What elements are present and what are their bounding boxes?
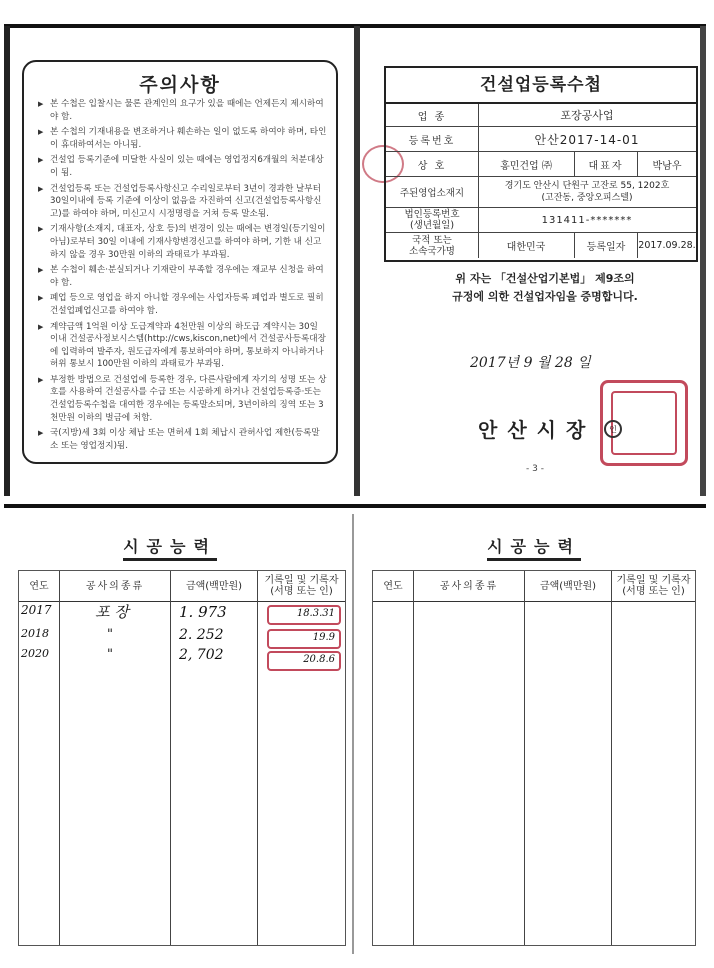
row-amount: 2. 252 (179, 627, 224, 643)
cert-label (386, 208, 479, 232)
cert-value: 포장공사업 (560, 109, 614, 122)
statement-line: 규정에 의한 건설업자임을 증명합니다. (452, 290, 638, 303)
notice-item: ▶ 계약금액 1억원 이상 도급계약과 4천만원 이상의 하도급 계약시는 30일 이내 건설공사정보시스템(http://cws,kiscon,net)에서 건설공사등록대장에 입력하여 발주자, 원도급자에게 통보하여야 하며, 통보하지 아니하거나 허위 통보시 100만원 이하의 과태료가 부과됨. (38, 321, 328, 371)
row-amount: 2, 702 (179, 647, 224, 663)
statement-line: 위 자는 「건설산업기본법」 제9조의 (455, 272, 635, 285)
header-year: 연도 (29, 580, 49, 592)
header-amount: 금액(백만원) (185, 580, 243, 592)
header-record (258, 571, 345, 601)
cert-label: 대표자 (575, 152, 638, 176)
column-divider (524, 571, 525, 945)
cert-label-line: 법인등록번호 (404, 209, 460, 220)
page-fold (352, 514, 354, 954)
header-record-line: 기록일 및 기록자 (264, 575, 339, 586)
notice-item: ▶ 부정한 방법으로 건설업에 등록한 경우, 다른사람에게 자기의 성명 또는 상호를 사용하여 건설공사를 수급 또는 시공하게 하거나 건설업등록증·또는 건설업등록수첩을 대여한 경우에는 등록말소되며, 3년이하의 징역 또는 3천만원 이하의 벌금에 처함. (38, 374, 328, 424)
address-line: 경기도 안산시 단원구 고잔로 55, 1202호 (504, 181, 670, 191)
notice-item: ▶ 건설업 등록기준에 미달한 사실이 있는 때에는 영업정지6개월의 처분대상이 됨. (38, 154, 328, 179)
booklet-right-edge (700, 26, 706, 496)
row-date: 18.3.31 (296, 608, 335, 619)
cert-row-corpno (386, 208, 696, 233)
notice-item: ▶ 국(지방)세 3회 이상 체납 또는 면허세 1회 체납시 관허사업 제한(등록말소 또는 영업정지)됨. (38, 427, 328, 452)
cert-label (386, 233, 479, 258)
notice-item: ▶ 본 수첩이 훼손·분실되거나 기재란이 부족할 경우에는 재교부 신청을 하여야 함. (38, 264, 328, 289)
notice-item: ▶ 건설업등록 또는 건설업등록사항신고 수리일로부터 3년이 경과한 날부터 30일이내에 등록 기준에 이상이 없음을 자진하여 신고(건설업등록사항신고)를 하여야 하며, 미신고시 시정명령을 거쳐 등록 말소됨. (38, 183, 328, 221)
record-right-title (424, 534, 644, 557)
cert-row-nation (386, 233, 696, 258)
row-type: " (107, 647, 113, 662)
column-divider (59, 571, 60, 945)
address-line: (고잔동, 중앙오피스텔) (541, 193, 633, 203)
record-right-table (372, 570, 696, 946)
record-stamp (267, 629, 341, 649)
cert-label-line: (생년월일) (409, 220, 455, 231)
record-left-title-text: 시공능력 (123, 537, 217, 561)
record-right-title-text: 시공능력 (487, 537, 581, 561)
page-number: - 3 - (526, 464, 544, 474)
column-divider (611, 571, 612, 945)
booklet-spine (354, 26, 360, 496)
column-divider (413, 571, 414, 945)
cert-value: 안산2017-14-01 (534, 132, 640, 147)
row-type: " (107, 627, 113, 642)
notice-item: ▶ 본 수첩은 입찰시는 물론 관계인의 요구가 있을 때에는 언제든지 제시하여야 함. (38, 98, 328, 123)
cert-value: 대한민국 (478, 233, 575, 258)
header-record-line: 기록일 및 기록자 (616, 575, 691, 586)
notice-item: ▶ 폐업 등으로 영업을 하지 아니할 경우에는 사업자등록 폐업과 별도로 필히 건설업폐업신고를 하여야 함. (38, 292, 328, 317)
certificate-title: 건설업등록수첩 (386, 68, 696, 104)
record-stamp (267, 605, 341, 625)
row-amount: 1. 973 (179, 603, 227, 621)
record-stamp (267, 651, 341, 671)
cert-label: 등록번호 (386, 127, 479, 151)
cert-label: 업 종 (386, 104, 479, 126)
cert-label: 등록일자 (575, 233, 638, 258)
column-divider (257, 571, 258, 945)
cert-label-line: 소속국가명 (409, 245, 455, 257)
cert-row-company (386, 152, 696, 177)
issuer-name: 안산시장 (478, 418, 596, 442)
cert-value: 홍민건업 ㈜ (478, 152, 575, 176)
cert-row-regno (386, 127, 696, 152)
record-left-table (18, 570, 346, 946)
row-date: 19.9 (312, 632, 335, 643)
row-year: 2017 (21, 603, 52, 617)
record-left-title (60, 534, 280, 557)
cert-label-line: 국적 또는 (412, 234, 452, 246)
header-year: 연도 (383, 580, 403, 592)
cert-row-business (386, 104, 696, 127)
cert-value: 131411-******* (541, 214, 633, 226)
header-record-line: (서명 또는 인) (270, 586, 333, 597)
seal-mark: 인 (604, 420, 622, 438)
certificate-table (384, 66, 698, 262)
cert-label: 주된영업소재지 (386, 177, 479, 207)
notice-title: 주의사항 (139, 74, 221, 96)
certificate-statement (400, 270, 690, 306)
header-record (612, 571, 695, 601)
record-left-header (19, 571, 345, 602)
booklet-left-edge (4, 26, 10, 496)
row-date: 20.8.6 (303, 654, 335, 665)
issue-date: 2017년 9 월 28 일 (470, 355, 591, 371)
row-year: 2018 (21, 627, 49, 640)
cert-value (478, 177, 696, 207)
header-amount: 금액(백만원) (539, 580, 597, 592)
notice-item: ▶ 기재사항(소재지, 대표자, 상호 등)의 변경이 있는 때에는 변경일(등기일이 아님)로부터 30일 이내에 기재사항변경신고를 하여야 하며, 기한 내 신고하지 않을 경우 30만원 이하의 과태료가 부과됨. (38, 223, 328, 261)
notice-item: ▶ 본 수첩의 기재내용을 변조하거나 훼손하는 일이 없도록 하여야 하며, 타인이 휴대하여서는 아니됨. (38, 126, 328, 151)
row-type: 포 장 (95, 603, 129, 621)
cert-label: 상 호 (386, 152, 479, 176)
header-record-line: (서명 또는 인) (622, 586, 685, 597)
cert-value: 박남우 (652, 160, 682, 172)
cert-row-address (386, 177, 696, 208)
header-type: 공사의종류 (85, 580, 145, 592)
cert-value: 2017.09.28. (638, 240, 696, 251)
notice-list (38, 98, 328, 455)
row-year: 2020 (21, 647, 49, 660)
record-right-header (373, 571, 695, 602)
column-divider (170, 571, 171, 945)
header-type: 공사의종류 (439, 580, 499, 592)
notice-box (22, 60, 338, 464)
